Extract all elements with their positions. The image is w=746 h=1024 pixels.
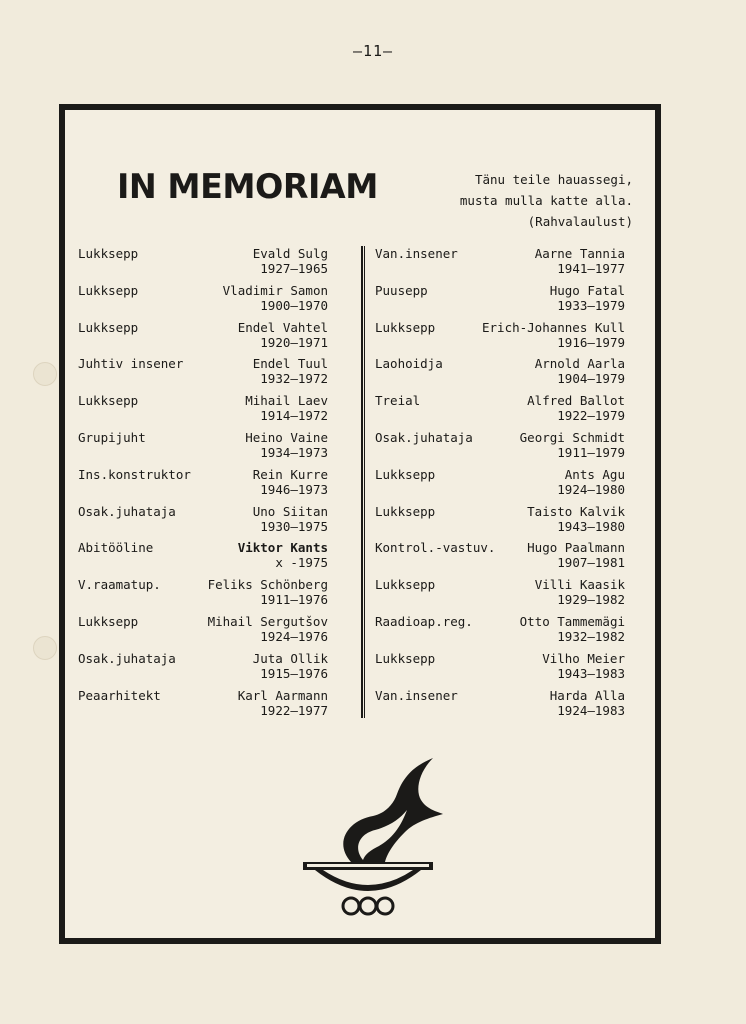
memorial-entry [375,246,625,283]
entry-years: 1933–1979 [557,297,625,313]
entry-years: 1900–1970 [260,297,328,313]
entry-name: Hugo Paalmann [527,540,625,556]
entry-name: Heino Vaine [245,429,328,445]
entry-occupation: Lukksepp [78,319,139,335]
entry-name: Evald Sulg [252,246,328,261]
entry-occupation: Raadioap.reg. [375,613,473,629]
entry-name: Feliks Schönberg [207,577,328,593]
entry-occupation: Lukksepp [78,393,139,409]
entry-occupation: Lukksepp [375,503,436,519]
entry-name: Juta Ollik [252,650,328,666]
epigraph-line: Tänu teile hauassegi, [474,172,633,187]
page-number: –11– [352,42,394,60]
entry-years: 1934–1973 [260,444,328,460]
entry-name: Vilho Meier [542,650,625,666]
eternal-flame-svg [293,750,443,920]
epigraph-source: (Rahvalaulust) [527,214,633,229]
memorial-entry [375,393,625,430]
entry-years: 1924–1976 [260,628,328,644]
entry-occupation: Abitööline [78,540,154,556]
entry-occupation: Van.insener [375,246,458,261]
entry-years: 1932–1972 [260,371,328,387]
entry-years: 1929–1982 [557,592,625,608]
memorial-entry [78,320,328,357]
entry-occupation: Van.insener [375,687,458,703]
memorial-frame [59,104,661,944]
entry-name: Georgi Schmidt [519,429,625,445]
memorial-entry [78,467,328,504]
column-divider [361,246,365,718]
entry-years: 1922–1977 [260,702,328,718]
memorial-entry [78,577,328,614]
entry-occupation: Lukksepp [375,466,436,482]
entry-occupation: Lukksepp [375,577,436,593]
entry-years: 1943–1980 [557,518,625,534]
memorial-entry [375,614,625,651]
entry-years: 1943–1983 [557,665,625,681]
entry-occupation: Peaarhitekt [78,687,161,703]
epigraph-line: musta mulla katte alla. [459,193,633,208]
entry-occupation: Laohoidja [375,356,443,372]
entry-name: Alfred Ballot [527,393,625,409]
entry-years: 1904–1979 [557,371,625,387]
entry-occupation: Osak.juhataja [78,650,176,666]
memorial-entry [375,283,625,320]
memorial-entry [375,651,625,688]
entry-name: Uno Siitan [252,503,328,519]
entry-years: 1911–1979 [557,444,625,460]
binding-hole [33,362,57,386]
entry-years: 1911–1976 [260,592,328,608]
entry-name: Endel Vahtel [237,319,328,335]
entry-name: Endel Tuul [252,356,328,372]
entry-name: Mihail Laev [245,393,328,409]
entry-occupation: Ins.konstruktor [78,466,191,482]
memorial-title: IN MEMORIAM [117,167,378,207]
entry-years: 1927–1965 [260,261,328,276]
entry-years: 1916–1979 [557,334,625,350]
entry-occupation: V.raamatup. [78,577,161,593]
entry-name: Otto Tammemägi [519,613,625,629]
entry-name: Aarne Tannia [534,246,625,261]
epigraph [393,169,633,232]
memorial-entry [78,430,328,467]
entry-years: 1941–1977 [557,261,625,276]
entry-name: Taisto Kalvik [527,503,625,519]
eternal-flame-icon [293,750,443,924]
entry-years: 1924–1983 [557,702,625,718]
memorial-entry [78,688,328,725]
entry-name: Erich-Johannes Kull [482,319,625,335]
memorial-entry [78,504,328,541]
entry-occupation: Lukksepp [375,319,436,335]
entry-years: 1920–1971 [260,334,328,350]
entry-name: Rein Kurre [252,466,328,482]
memorial-entry [78,246,328,283]
entries-right-column [375,246,625,724]
entry-name: Ants Agu [564,466,625,482]
entry-occupation: Juhtiv insener [78,356,184,372]
entry-name: Karl Aarmann [237,687,328,703]
memorial-entry [375,430,625,467]
entry-name: Viktor Kants [237,540,328,556]
entry-occupation: Lukksepp [78,246,139,261]
entry-occupation: Lukksepp [78,613,139,629]
entry-years: 1932–1982 [557,628,625,644]
memorial-entry [375,540,625,577]
entry-occupation: Osak.juhataja [375,429,473,445]
entry-years: 1915–1976 [260,665,328,681]
entry-name: Villi Kaasik [534,577,625,593]
entry-years: 1930–1975 [260,518,328,534]
entry-years: 1924–1980 [557,481,625,497]
memorial-entry [375,688,625,725]
entry-years: 1907–1981 [557,555,625,571]
memorial-entry [78,614,328,651]
entry-years: 1946–1973 [260,481,328,497]
entry-occupation: Treial [375,393,421,409]
entry-name: Vladimir Samon [222,282,328,298]
entry-years: x -1975 [275,555,328,571]
entry-occupation: Lukksepp [78,282,139,298]
entry-name: Mihail Sergutšov [207,613,328,629]
memorial-entry [78,356,328,393]
memorial-entry [78,651,328,688]
memorial-entry [375,577,625,614]
entry-occupation: Osak.juhataja [78,503,176,519]
entry-occupation: Grupijuht [78,429,146,445]
memorial-entry [78,283,328,320]
entry-occupation: Kontrol.-vastuv. [375,540,496,556]
binding-hole [33,636,57,660]
entry-occupation: Lukksepp [375,650,436,666]
entry-name: Arnold Aarla [534,356,625,372]
memorial-entry [375,356,625,393]
entry-occupation: Puusepp [375,282,428,298]
memorial-entry [375,504,625,541]
memorial-entry [78,540,328,577]
entry-name: Hugo Fatal [549,282,625,298]
memorial-entry [375,320,625,357]
memorial-entry [78,393,328,430]
entry-years: 1914–1972 [260,408,328,424]
entries-left-column [78,246,328,724]
entry-years: 1922–1979 [557,408,625,424]
entry-name: Harda Alla [549,687,625,703]
memorial-entry [375,467,625,504]
